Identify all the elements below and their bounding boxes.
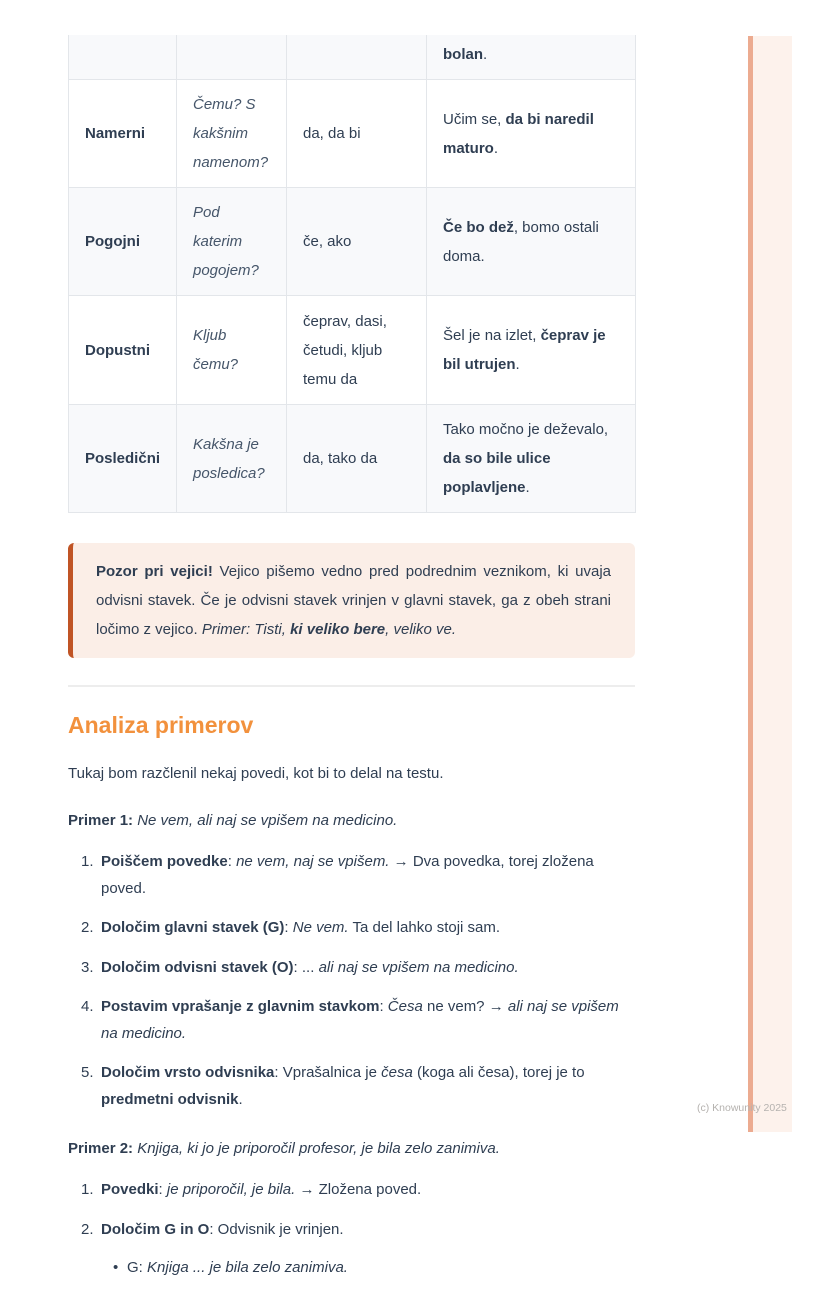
- primer2-sentence: Primer 2: Knjiga, ki jo je priporočil profesor, je bila zelo zanimiva.: [68, 1140, 500, 1157]
- table-cell-question: Pod katerim pogojem?: [177, 188, 287, 296]
- table-cell-question: Kljub čemu?: [177, 296, 287, 405]
- table-row: [69, 188, 636, 296]
- section-intro: Tukaj bom razčlenil nekaj povedi, kot bi to delal na testu.: [68, 765, 444, 782]
- page-edge-decoration: [748, 36, 792, 1132]
- watermark: (c) Knowunity 2025: [697, 1102, 787, 1114]
- comma-warning-text: Pozor pri vejici! Vejico pišemo vedno pred podrednim veznikom, ki uvaja odvisni stavek. Če je odvisni stavek vrinjen v glavni stavek, ga z obeh strani ločimo z vejico. Primer: Tisti, ki veliko bere, veliko ve.: [96, 563, 612, 638]
- table-cell-conjunctions: da, tako da: [287, 405, 427, 513]
- list-item: Določim glavni stavek (G): Ne vem. Ta del lahko stoji sam.: [101, 919, 501, 936]
- comma-warning-callout: [68, 543, 635, 658]
- table-cell-conjunctions: da, da bi: [287, 80, 427, 188]
- section-title: Analiza primerov: [68, 712, 254, 738]
- table-cell-type: Namerni: [69, 80, 177, 188]
- list-item: • G: Knjiga ... je bila zelo zanimiva.: [68, 1256, 635, 1280]
- list-item: Poiščem povedke: ne vem, naj se vpišem. → Dva povedka, torej zložena poved.: [101, 853, 594, 897]
- table-cell-question: Kakšna je posledica?: [177, 405, 287, 513]
- table-cell-question: Čemu? S kakšnim namenom?: [177, 80, 287, 188]
- table-row: [69, 405, 636, 513]
- table-cell-conjunctions: če, ako: [287, 188, 427, 296]
- table-cell-type: Dopustni: [69, 296, 177, 405]
- table-cell-conjunctions: čeprav, dasi, četudi, kljub temu da: [287, 296, 427, 405]
- table-cell-example: Šel je na izlet, čeprav je bil utrujen.: [427, 296, 636, 405]
- list-item: Določim odvisni stavek (O): ... ali naj se vpišem na medicino.: [101, 958, 519, 976]
- table-cell-conjunctions: [287, 35, 427, 80]
- primer1-sentence: Primer 1: Ne vem, ali naj se vpišem na medicino.: [68, 812, 398, 829]
- list-item: Določim vrsto odvisnika: Vprašalnica je česa (koga ali česa), torej je to predmetni odvisnik.: [101, 1064, 585, 1108]
- section-divider: [68, 685, 635, 687]
- table-cell-type: Posledični: [69, 405, 177, 513]
- table-cell-example: Tako močno je deževalo, da so bile ulice poplavljene.: [427, 405, 636, 513]
- table-cell-example: Učim se, da bi naredil maturo.: [427, 80, 636, 188]
- list-item: Povedki: je priporočil, je bila. → Zložena poved.: [101, 1181, 422, 1198]
- table-cell-type: [69, 35, 177, 80]
- table-row: [69, 35, 636, 80]
- table-cell-example: Če bo dež, bomo ostali doma.: [427, 188, 636, 296]
- table-cell-type: Pogojni: [69, 188, 177, 296]
- table-cell-example: bolan.: [427, 35, 636, 80]
- table-row: [69, 80, 636, 188]
- table-cell-question: [177, 35, 287, 80]
- primer2-steps: [68, 1177, 635, 1280]
- list-item: Določim G in O: Odvisnik je vrinjen.: [101, 1220, 344, 1238]
- list-item: Postavim vprašanje z glavnim stavkom: Česa ne vem? → ali naj se vpišem na medicino.: [101, 998, 619, 1042]
- primer1-steps: [68, 849, 635, 1113]
- document-content: [68, 35, 635, 1293]
- table-row: [69, 296, 636, 405]
- odvisniki-table: [68, 35, 636, 513]
